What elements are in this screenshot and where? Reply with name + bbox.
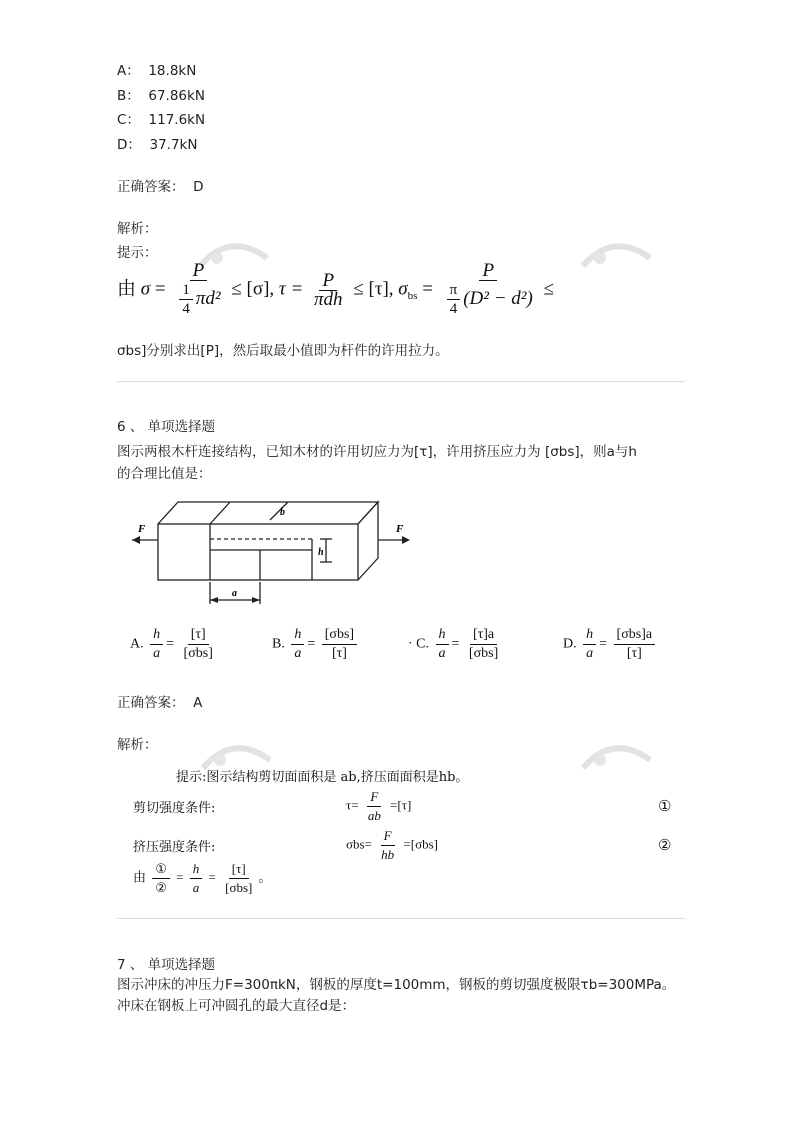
analysis-label: 解析： bbox=[117, 221, 158, 237]
force-label-left: F bbox=[138, 523, 146, 535]
shear-condition-formula: τ= $\frac{F}{ab}$ =[τ] bbox=[346, 789, 412, 823]
equation-mark-1: ① bbox=[658, 799, 672, 815]
choice-d[interactable]: D. $\frac{h}{a}$ = $\frac{\text{[σbs]a}}{[\tau]}$ bbox=[563, 626, 658, 663]
option-c[interactable]: C： 117.6kN bbox=[117, 112, 206, 128]
question-6-stem-line2: 的合理比值是： bbox=[117, 466, 212, 482]
shear-condition-label: 剪切强度条件: bbox=[133, 801, 216, 816]
question-6-number: 6 、 单项选择题 bbox=[117, 419, 216, 435]
hint-formula: 由 σ = P $\frac{1}{4}$ πd² ≤ [σ], τ = $\frac{P}{\text{πdh}}$ ≤ [τ], $\sigma_{bs}$ = P $\frac{\pi}{4}$ (D² − d²) ≤ bbox=[117, 260, 555, 317]
option-b[interactable]: B： 67.86kN bbox=[117, 88, 205, 104]
watermark-logo-icon bbox=[578, 236, 658, 276]
option-a[interactable]: A： 18.8kN bbox=[117, 63, 197, 79]
wood-joint-figure bbox=[130, 492, 420, 612]
question-7-stem-line2: 冲床在钢板上可冲圆孔的最大直径d是： bbox=[117, 998, 356, 1014]
correct-answer: 正确答案： A bbox=[117, 695, 203, 711]
hint-label: 提示： bbox=[117, 245, 158, 261]
question-7-number: 7 、 单项选择题 bbox=[117, 957, 216, 973]
divider bbox=[117, 918, 685, 919]
question-6-stem-line1: 图示两根木杆连接结构，已知木材的许用切应力为[τ]，许用挤压应力为 [σbs]，则a与h bbox=[117, 444, 637, 460]
choice-b[interactable]: B. $\frac{h}{a}$ = $\frac{\text{[σbs]}}{[\tau]}$ bbox=[272, 626, 360, 663]
correct-answer: 正确答案： D bbox=[117, 179, 204, 195]
question-7-stem-line1: 图示冲床的冲压力F=300πkN，钢板的厚度t=100mm，钢板的剪切强度极限τb=300MPa。 bbox=[117, 977, 676, 993]
dim-a-label: a bbox=[232, 588, 237, 599]
watermark-logo-icon bbox=[578, 738, 658, 778]
force-label-right: F bbox=[396, 523, 404, 535]
option-d[interactable]: D： 37.7kN bbox=[117, 137, 198, 153]
bearing-condition-label: 挤压强度条件: bbox=[133, 840, 216, 855]
divider bbox=[117, 381, 685, 382]
solution-hint: 提示:图示结构剪切面面积是 ab,挤压面面积是hb。 bbox=[176, 770, 469, 785]
dim-h-label: h bbox=[318, 547, 324, 558]
hint-note: σbs]分别求出[P]，然后取最小值即为杆件的许用拉力。 bbox=[117, 343, 449, 359]
choice-c[interactable]: · C. $\frac{h}{a}$ = $\frac{[\tau]a}{\text{[σbs]}}$ bbox=[408, 627, 499, 661]
analysis-label: 解析： bbox=[117, 737, 158, 753]
equation-mark-2: ② bbox=[658, 838, 672, 854]
choice-a[interactable]: A. $\frac{h}{a}$ = $\frac{[\tau]}{\text{[σbs]}}$ bbox=[130, 627, 213, 661]
dim-b-label: b bbox=[280, 507, 285, 518]
bearing-condition-formula: σbs= $\frac{F}{hb}$ =[σbs] bbox=[346, 828, 438, 862]
ratio-conclusion: 由 $\frac{\text{①}}{\text{②}}$ = $\frac{h}{a}$ = $\frac{[\tau]}{\text{[σbs]}}$ 。 bbox=[133, 861, 272, 895]
